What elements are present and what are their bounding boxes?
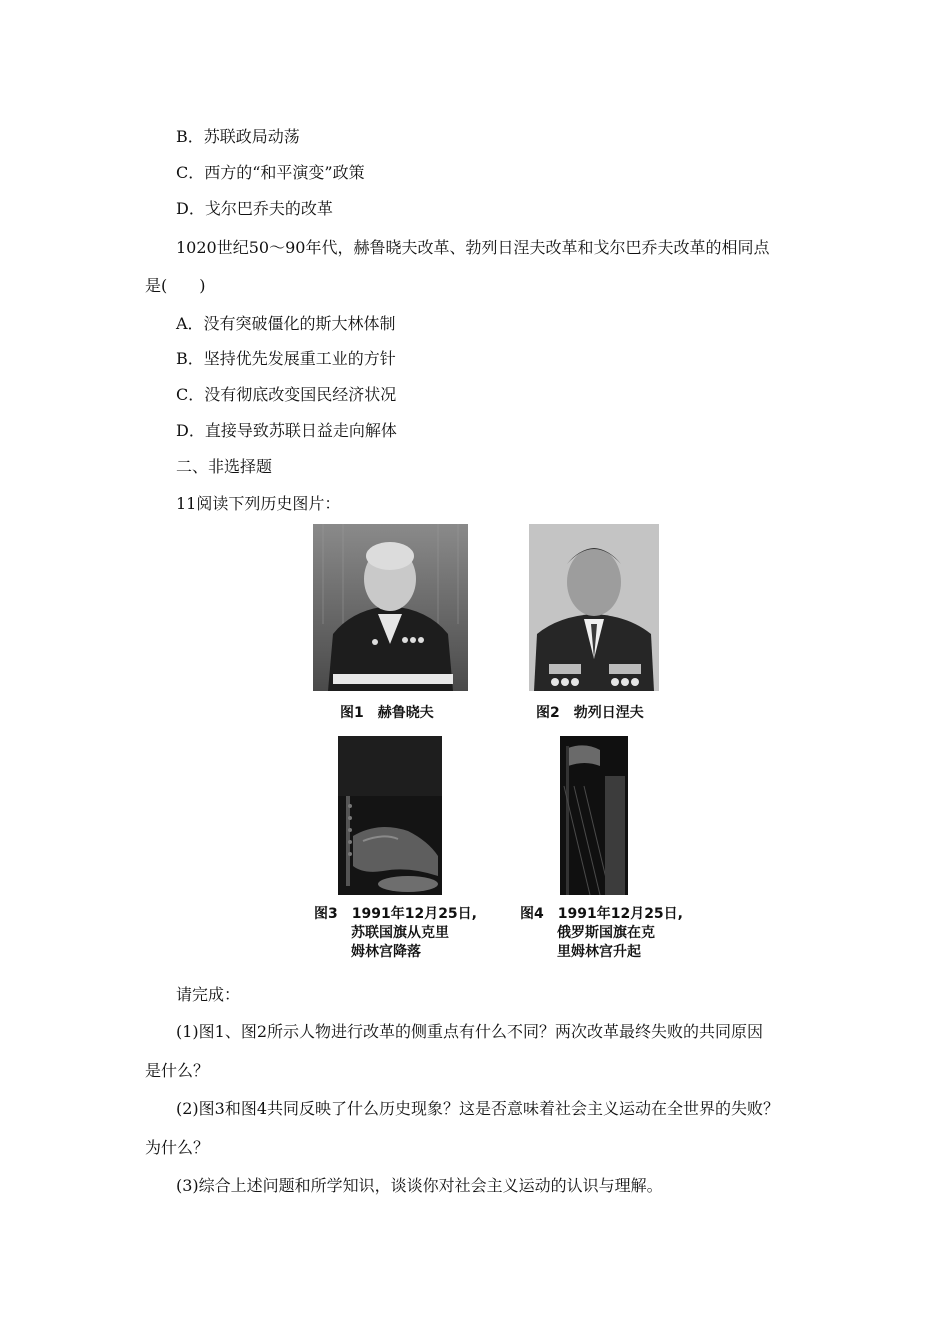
russian-flag-raising-image [560, 736, 628, 895]
option-a: A．没有突破僵化的斯大林体制 [176, 314, 396, 333]
figure-4-caption-line-1: 图4 1991年12月25日, [520, 906, 683, 922]
question-10-stem: 1020世纪50～90年代，赫鲁晓夫改革、勃列日涅夫改革和戈尔巴乔夫改革的相同点 [176, 238, 770, 257]
figure-4-photo [560, 736, 628, 895]
sub-question-1-cont: 是什么？ [145, 1061, 210, 1080]
figure-3-photo [338, 736, 442, 895]
option-d-prev: D．戈尔巴乔夫的改革 [176, 199, 333, 218]
figure-4-caption-line-3: 里姆林宫升起 [557, 944, 641, 960]
sub-question-1: (1)图1、图2所示人物进行改革的侧重点有什么不同？两次改革最终失败的共同原因 [176, 1022, 764, 1041]
soviet-flag-lowering-image [338, 736, 442, 895]
complete-prompt: 请完成： [176, 985, 241, 1004]
khrushchev-portrait-image [313, 524, 468, 691]
brezhnev-portrait-image [529, 524, 659, 691]
option-b-prev: B．苏联政局动荡 [176, 127, 300, 146]
figure-1-caption: 图1 赫鲁晓夫 [340, 705, 434, 721]
question-11-stem: 11阅读下列历史图片： [176, 494, 341, 513]
option-c-prev: C．西方的“和平演变”政策 [176, 163, 365, 182]
sub-question-3: (3)综合上述问题和所学知识，谈谈你对社会主义运动的认识与理解。 [176, 1176, 663, 1195]
option-c: C．没有彻底改变国民经济状况 [176, 385, 397, 404]
figure-2-caption: 图2 勃列日涅夫 [536, 705, 644, 721]
option-b: B．坚持优先发展重工业的方针 [176, 349, 396, 368]
option-d: D．直接导致苏联日益走向解体 [176, 421, 397, 440]
figure-1-photo [313, 524, 468, 691]
section-heading: 二、非选择题 [176, 457, 273, 476]
question-10-stem-cont: 是( ) [145, 276, 206, 295]
figure-4-caption-line-2: 俄罗斯国旗在克 [557, 925, 655, 941]
figure-3-caption-line-2: 苏联国旗从克里 [351, 925, 449, 941]
figure-3-caption-line-1: 图3 1991年12月25日, [314, 906, 477, 922]
figure-2-photo [529, 524, 659, 691]
figure-3-caption-line-3: 姆林宫降落 [351, 944, 421, 960]
sub-question-2-cont: 为什么？ [145, 1138, 210, 1157]
sub-question-2: (2)图3和图4共同反映了什么历史现象？这是否意味着社会主义运动在全世界的失败？ [176, 1099, 780, 1118]
